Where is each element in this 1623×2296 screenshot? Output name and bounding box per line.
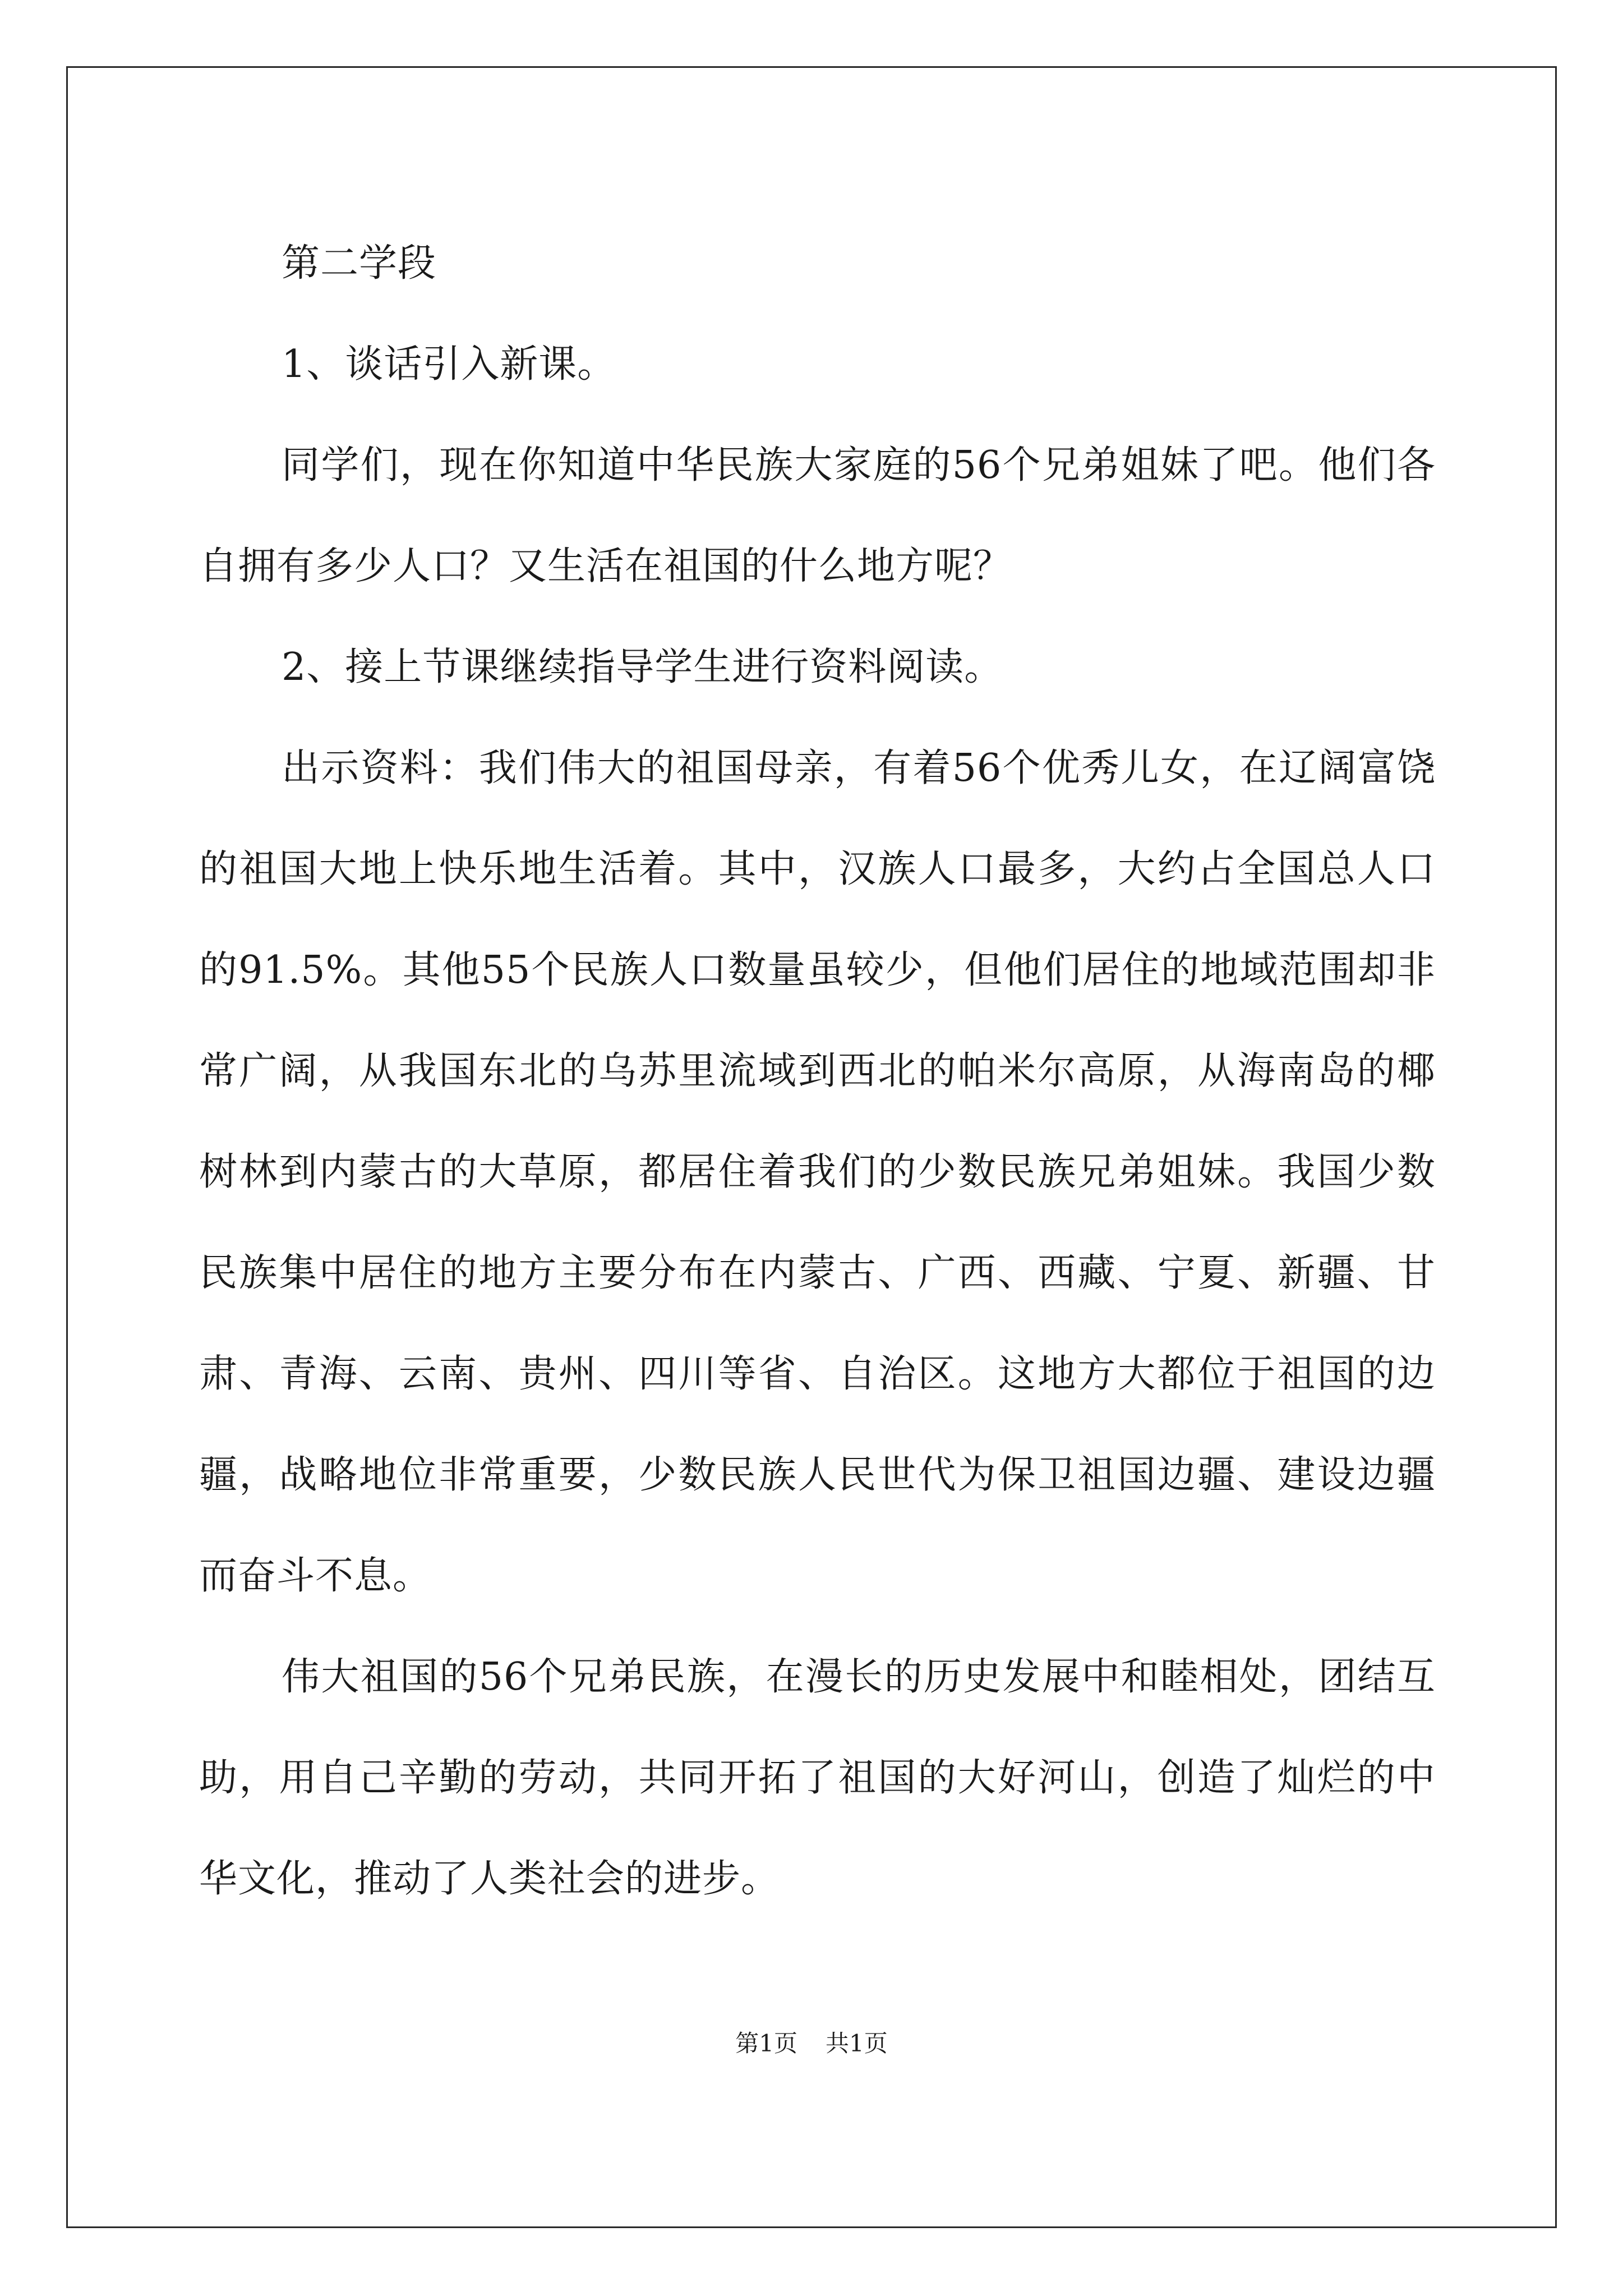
page-footer xyxy=(0,2025,1623,2059)
paragraph: 1、谈话引入新课。 xyxy=(282,342,616,386)
paragraph: 伟大祖国的56个兄弟民族，在漫长的历史发展中和睦相处，团结互助，用自己辛勤的劳动，共同开拓了祖国的大好河山，创造了灿烂的中华文化，推动了人类社会的进步。 xyxy=(199,1655,1436,1901)
paragraph: 出示资料：我们伟大的祖国母亲，有着56个优秀儿女，在辽阔富饶的祖国大地上快乐地生活着。其中，汉族人口最多，大约占全国总人口的91.5%。其他55个民族人口数量虽较少，但他们居住的地域范围却非常广阔，从我国东北的乌苏里流域到西北的帕米尔高原，从海南岛的椰树林到内蒙古的大草原，都居住着我们的少数民族兄弟姐妹。我国少数民族集中居住的地方主要分布在内蒙古、广西、西藏、宁夏、新疆、甘肃、青海、云南、贵州、四川等省、自治区。这地方大都位于祖国的边疆，战略地位非常重要，少数民族人民世代为保卫祖国边疆、建设边疆而奋斗不息。 xyxy=(199,746,1436,1598)
paragraph: 2、接上节课继续指导学生进行资料阅读。 xyxy=(282,645,1003,689)
paragraph: 同学们，现在你知道中华民族大家庭的56个兄弟姐妹了吧。他们各自拥有多少人口？又生活在祖国的什么地方呢？ xyxy=(199,443,1436,588)
section-heading: 第二学段 xyxy=(282,241,437,286)
document-body xyxy=(199,213,1436,1930)
page-total: 共1页 xyxy=(826,2030,888,2057)
page-number: 第1页 xyxy=(735,2030,797,2057)
